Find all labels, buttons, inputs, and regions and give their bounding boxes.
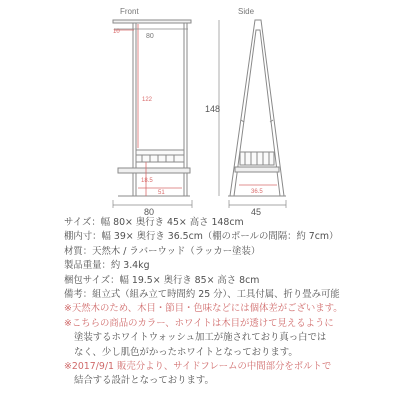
side-depth-label: 45 xyxy=(251,207,262,217)
side-view-label: Side xyxy=(238,7,255,16)
spec-shelf-inner: 棚内寸：幅 39× 奥行き 36.5cm（棚のポールの間隔：約 7cm） xyxy=(64,231,339,243)
note-white-color: ※こちらの商品のカラー、ホワイトは木目が透けて見えるように xyxy=(64,317,334,329)
total-height-label: 148 xyxy=(205,104,221,114)
front-view xyxy=(113,20,191,196)
note-design-change: ※2017/9/1 販売分より、サイドフレームの中間部分をボルトで xyxy=(64,361,332,373)
note-natural-wood: ※天然木のため、木目・節目・色味などには個体差がございます。 xyxy=(64,303,343,315)
note-design-change-line2: 結合する設計となっております。 xyxy=(74,375,214,387)
spec-package-size: 梱包サイズ：幅 19.5× 奥行き 85× 高さ 8cm xyxy=(64,274,260,286)
note-white-color-line3: なく、少し肌色がかったホワイトとなっております。 xyxy=(74,346,298,358)
spec-material: 材質：天然木 / ラバーウッド（ラッカー塗装） xyxy=(64,245,261,257)
pole-width-label: 80 xyxy=(146,33,154,40)
shelf-height-label: 18.5 xyxy=(141,178,153,184)
front-view-label: Front xyxy=(120,7,139,16)
inner-height-label: 122 xyxy=(142,97,153,103)
front-gray-dimensions xyxy=(113,20,219,208)
spec-remarks: 備考：組立式（組み立て時間約 25 分）、工具付属、折り畳み可能 xyxy=(64,289,340,301)
spec-size: サイズ：幅 80× 奥行き 45× 高さ 148cm xyxy=(64,217,244,228)
front-base xyxy=(118,168,190,173)
side-base xyxy=(235,167,279,172)
front-width-label: 80 xyxy=(144,207,155,217)
shelf-width-label: 51 xyxy=(158,190,165,196)
spec-list xyxy=(64,216,396,389)
shelf-depth-label: 36.5 xyxy=(251,189,263,195)
front-shelf xyxy=(136,150,184,162)
side-view xyxy=(228,20,286,196)
note-white-color-line2: 塗装するホワイトウォッシュ加工が施されており真っ白では xyxy=(74,332,327,344)
top-offset-label: 10 xyxy=(113,29,120,35)
spec-weight: 製品重量：約 3.4kg xyxy=(64,260,150,272)
front-top-pole xyxy=(113,20,191,23)
